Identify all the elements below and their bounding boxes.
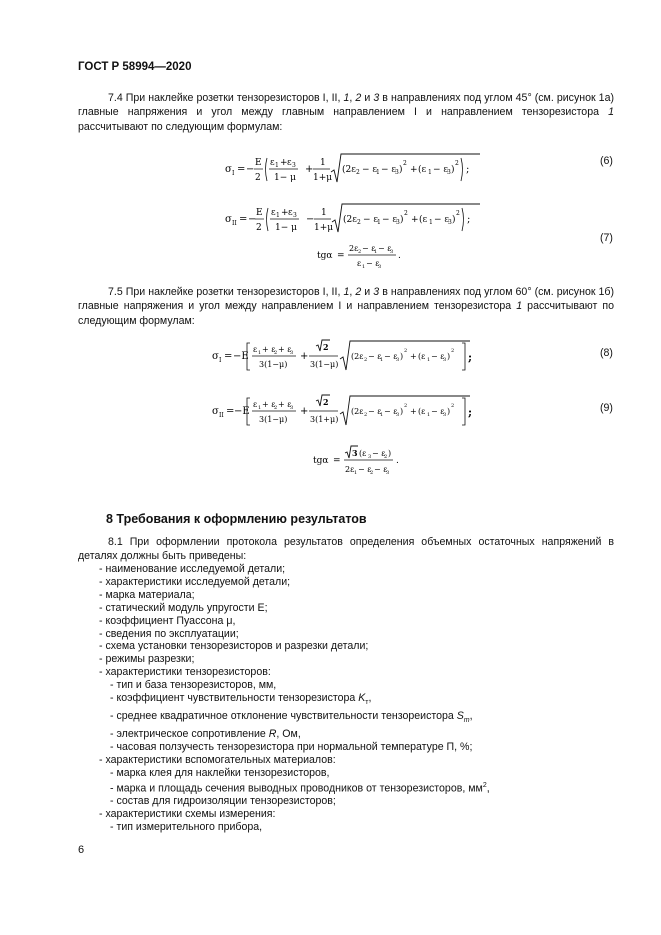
section-8-title: 8 Требования к оформлению результатов xyxy=(106,512,367,526)
svg-text:− ε: − ε xyxy=(362,165,378,175)
svg-text:3: 3 xyxy=(290,350,294,356)
formula-tg-alpha-45 xyxy=(317,240,417,275)
svg-text:3: 3 xyxy=(352,448,358,458)
svg-text:σ: σ xyxy=(212,351,219,362)
svg-text:3: 3 xyxy=(447,169,451,176)
equation-number-6: (6) xyxy=(600,155,613,167)
svg-text:3: 3 xyxy=(443,357,447,363)
svg-text:2: 2 xyxy=(255,173,261,183)
svg-text:): ) xyxy=(447,407,451,416)
sub-list-item: - часовая ползучесть тензорезистора при нормальной температуре П, %; xyxy=(110,741,473,753)
svg-text:ε: ε xyxy=(357,259,362,268)
svg-text:(ε: (ε xyxy=(418,165,427,175)
svg-text:2: 2 xyxy=(384,454,388,460)
svg-text:− ε: − ε xyxy=(366,259,380,268)
svg-text:): ) xyxy=(399,165,403,175)
svg-text:+: + xyxy=(305,164,314,175)
svg-text:;: ; xyxy=(467,214,471,225)
equation-number-7: (7) xyxy=(600,232,613,244)
svg-text:1: 1 xyxy=(427,357,431,363)
svg-text:3: 3 xyxy=(290,405,294,411)
svg-text:− ε: − ε xyxy=(363,215,379,225)
svg-text:1: 1 xyxy=(429,219,433,226)
svg-text:(ε: (ε xyxy=(359,449,367,458)
sub-list-item: - коэффициент чувствительности тензорезистора $K_т$, xyxy=(110,692,372,707)
svg-text:E: E xyxy=(255,158,262,168)
svg-text:): ) xyxy=(400,407,404,416)
svg-text:tgα: tgα xyxy=(313,456,329,466)
svg-text:): ) xyxy=(451,165,455,175)
svg-text:− ε: − ε xyxy=(431,407,445,416)
svg-text:2: 2 xyxy=(455,160,459,167)
svg-text:=: = xyxy=(224,351,233,362)
svg-text:1− μ: 1− μ xyxy=(274,173,296,183)
svg-text:2: 2 xyxy=(370,470,374,476)
svg-text:I: I xyxy=(219,357,222,364)
svg-text:3: 3 xyxy=(368,454,372,460)
svg-text:2: 2 xyxy=(451,348,455,354)
svg-text:I: I xyxy=(232,170,235,177)
svg-text:2: 2 xyxy=(404,403,408,409)
svg-text:−E: −E xyxy=(234,406,250,417)
svg-text:1: 1 xyxy=(374,249,378,255)
svg-text:2: 2 xyxy=(404,348,408,354)
svg-text:2: 2 xyxy=(364,357,368,363)
svg-text:2ε: 2ε xyxy=(345,465,355,474)
svg-text:+ ε: + ε xyxy=(262,345,276,354)
svg-text:− ε: − ε xyxy=(378,244,392,253)
svg-text:− ε: − ε xyxy=(433,165,449,175)
svg-text:ε: ε xyxy=(270,158,275,168)
svg-text:− ε: − ε xyxy=(372,449,386,458)
svg-text:.: . xyxy=(398,251,401,261)
svg-text:−E: −E xyxy=(233,351,249,362)
svg-text:3: 3 xyxy=(292,162,296,169)
svg-text:+: + xyxy=(281,208,289,218)
svg-text:;: ; xyxy=(468,406,473,419)
svg-text:−: − xyxy=(248,214,257,225)
svg-text:− ε: − ε xyxy=(384,407,398,416)
requirements-list xyxy=(99,563,490,834)
svg-text:(ε: (ε xyxy=(418,407,426,416)
svg-text:2: 2 xyxy=(256,223,262,233)
equation-number-9: (9) xyxy=(600,402,613,414)
svg-text:ε: ε xyxy=(271,208,276,218)
svg-text:3: 3 xyxy=(443,412,447,418)
paragraph-7-5: 7.5 При наклейке розетки тензорезисторов I, II, 1, 2 и 3 в направлениях под углом 60° (см. рисунок 1б) главные напряжения и угол между направлением I и направлением тензорезистора 1 рассчитывают по следующим формулам: xyxy=(78,286,615,327)
svg-text:+: + xyxy=(280,158,288,168)
svg-text:− ε: − ε xyxy=(368,352,382,361)
svg-text:1: 1 xyxy=(320,158,326,168)
svg-text:− ε: − ε xyxy=(368,407,382,416)
svg-text:E: E xyxy=(256,208,263,218)
svg-text:3: 3 xyxy=(396,412,400,418)
svg-text:;: ; xyxy=(468,351,473,364)
svg-text:(2ε: (2ε xyxy=(343,215,357,225)
svg-text:+: + xyxy=(300,351,309,362)
svg-text:1− μ: 1− μ xyxy=(275,223,297,233)
svg-text:2: 2 xyxy=(404,210,408,217)
svg-text:1: 1 xyxy=(380,357,384,363)
svg-text:2: 2 xyxy=(356,169,360,176)
svg-text:1: 1 xyxy=(376,169,380,176)
svg-text:3: 3 xyxy=(395,169,399,176)
list-item: - марка материала; xyxy=(99,588,195,601)
sub-list-item: - тип и база тензорезисторов, мм, xyxy=(110,679,277,692)
svg-text:=: = xyxy=(237,164,246,175)
svg-text:1: 1 xyxy=(354,470,358,476)
formula-7 xyxy=(225,200,485,243)
sub-list-item: - тип измерительного прибора, xyxy=(110,820,263,833)
svg-text:3: 3 xyxy=(390,249,394,255)
svg-text:− ε: − ε xyxy=(431,352,445,361)
svg-text:σ: σ xyxy=(225,214,232,225)
svg-text:2: 2 xyxy=(323,397,329,407)
svg-text:ε: ε xyxy=(253,345,258,354)
svg-text:σ: σ xyxy=(212,406,219,417)
svg-text:1: 1 xyxy=(276,212,280,219)
svg-text:=: = xyxy=(337,251,345,261)
svg-text:3: 3 xyxy=(396,219,400,226)
list-item: - сведения по эксплуатации; xyxy=(99,627,239,640)
page-number: 6 xyxy=(78,844,85,856)
svg-text:1+μ: 1+μ xyxy=(313,173,333,183)
svg-text:− ε: − ε xyxy=(374,465,388,474)
svg-text:): ) xyxy=(452,215,456,225)
sub-list-item: - марка клея для наклейки тензорезисторов, xyxy=(110,766,330,779)
svg-text:tgα: tgα xyxy=(317,251,333,261)
svg-text:2: 2 xyxy=(456,210,460,217)
svg-text:+: + xyxy=(411,215,419,225)
svg-text:=: = xyxy=(333,456,341,466)
svg-text:3: 3 xyxy=(386,470,390,476)
svg-text:): ) xyxy=(447,352,451,361)
svg-text:1: 1 xyxy=(428,169,432,176)
formula-6 xyxy=(225,150,485,193)
svg-text:+: + xyxy=(410,352,417,361)
svg-text:3(1−μ): 3(1−μ) xyxy=(259,360,288,369)
svg-text:+ ε: + ε xyxy=(262,400,276,409)
svg-text:): ) xyxy=(400,352,404,361)
sub-list-item: - среднее квадратичное отклонение чувствительности тензореистора $S_m$, xyxy=(110,710,473,725)
svg-text:− ε: − ε xyxy=(358,465,372,474)
svg-text:(2ε: (2ε xyxy=(342,165,356,175)
svg-text:3: 3 xyxy=(378,264,382,270)
svg-text:− ε: − ε xyxy=(362,244,376,253)
list-item: - режимы разрезки; xyxy=(99,653,195,666)
svg-text:+: + xyxy=(410,407,417,416)
svg-text:2: 2 xyxy=(403,160,407,167)
svg-text:=: = xyxy=(239,214,248,225)
svg-text:;: ; xyxy=(466,164,470,175)
svg-text:(ε: (ε xyxy=(418,352,426,361)
svg-text:ε: ε xyxy=(253,400,258,409)
svg-text:2: 2 xyxy=(323,342,329,352)
svg-text:(2ε: (2ε xyxy=(351,407,364,416)
svg-text:1: 1 xyxy=(258,350,262,356)
list-item: - характеристики тензорезисторов: xyxy=(99,666,271,679)
sub-list-item: - марка и площадь сечения выводных проводников от тензорезисторов, $мм^2$, xyxy=(110,781,490,795)
svg-text:+ ε: + ε xyxy=(278,400,292,409)
svg-text:ε: ε xyxy=(288,208,293,218)
svg-text:ε: ε xyxy=(287,158,292,168)
list-item: - статический модуль упругости E; xyxy=(99,601,268,614)
svg-text:2: 2 xyxy=(358,249,362,255)
list-item: - схема установки тензорезисторов и разрезки детали; xyxy=(99,640,369,653)
svg-text:1: 1 xyxy=(321,208,327,218)
svg-text:1+μ: 1+μ xyxy=(314,223,334,233)
svg-text:−: − xyxy=(246,164,255,175)
paragraph-8-1: 8.1 При оформлении протокола результатов определения объемных остаточных напряжений в деталях должны быть приведены: xyxy=(78,536,614,563)
svg-text:3: 3 xyxy=(396,357,400,363)
svg-text:): ) xyxy=(400,215,404,225)
svg-text:3(1+μ): 3(1+μ) xyxy=(310,415,339,424)
list-item: - характеристики схемы измерения: xyxy=(99,808,276,821)
svg-text:1: 1 xyxy=(380,412,384,418)
svg-text:2: 2 xyxy=(451,403,455,409)
svg-text:σ: σ xyxy=(225,164,232,175)
formula-9 xyxy=(212,392,482,435)
svg-text:−: − xyxy=(306,214,315,225)
list-item: - наименование исследуемой детали; xyxy=(99,563,286,575)
svg-text:): ) xyxy=(388,449,392,458)
svg-text:3(1−μ): 3(1−μ) xyxy=(259,415,288,424)
svg-text:2: 2 xyxy=(274,405,278,411)
list-item: - характеристики вспомогательных материалов: xyxy=(99,753,336,766)
svg-text:1: 1 xyxy=(377,219,381,226)
svg-text:=: = xyxy=(226,406,235,417)
list-item: - коэффициент Пуассона μ, xyxy=(99,614,236,627)
svg-text:+: + xyxy=(300,406,309,417)
svg-text:2ε: 2ε xyxy=(349,244,359,253)
svg-text:(ε: (ε xyxy=(419,215,428,225)
formula-8 xyxy=(212,337,482,380)
list-item: - характеристики исследуемой детали; xyxy=(99,575,291,588)
svg-text:1: 1 xyxy=(427,412,431,418)
document-header: ГОСТ Р 58994—2020 xyxy=(78,61,192,73)
paragraph-7-4: 7.4 При наклейке розетки тензорезисторов I, II, 1, 2 и 3 в направлениях под углом 45° (см. рисунок 1а) главные напряжения и угол между главным направлением I и направлением тензорезистора 1 рассчитывают по следующим формулам: xyxy=(78,92,614,133)
svg-text:− ε: − ε xyxy=(381,165,397,175)
sub-list-item: - состав для гидроизоляции тензорезисторов; xyxy=(110,795,336,808)
svg-text:II: II xyxy=(219,412,224,419)
svg-text:3(1−μ): 3(1−μ) xyxy=(310,360,339,369)
equation-number-8: (8) xyxy=(600,347,613,359)
svg-text:− ε: − ε xyxy=(384,352,398,361)
svg-text:+: + xyxy=(410,165,418,175)
svg-text:− ε: − ε xyxy=(382,215,398,225)
svg-text:− ε: − ε xyxy=(434,215,450,225)
svg-text:+ ε: + ε xyxy=(278,345,292,354)
svg-text:2: 2 xyxy=(274,350,278,356)
svg-text:3: 3 xyxy=(293,212,297,219)
svg-text:2: 2 xyxy=(364,412,368,418)
svg-text:1: 1 xyxy=(258,405,262,411)
svg-text:3: 3 xyxy=(448,219,452,226)
svg-text:1: 1 xyxy=(362,264,366,270)
formula-tg-alpha-60 xyxy=(313,443,423,482)
svg-text:2: 2 xyxy=(357,219,361,226)
sub-list-item: - электрическое сопротивление R, Ом, xyxy=(110,728,301,741)
svg-text:.: . xyxy=(396,456,399,466)
svg-text:1: 1 xyxy=(275,162,279,169)
svg-text:(2ε: (2ε xyxy=(351,352,364,361)
svg-text:II: II xyxy=(232,220,237,227)
